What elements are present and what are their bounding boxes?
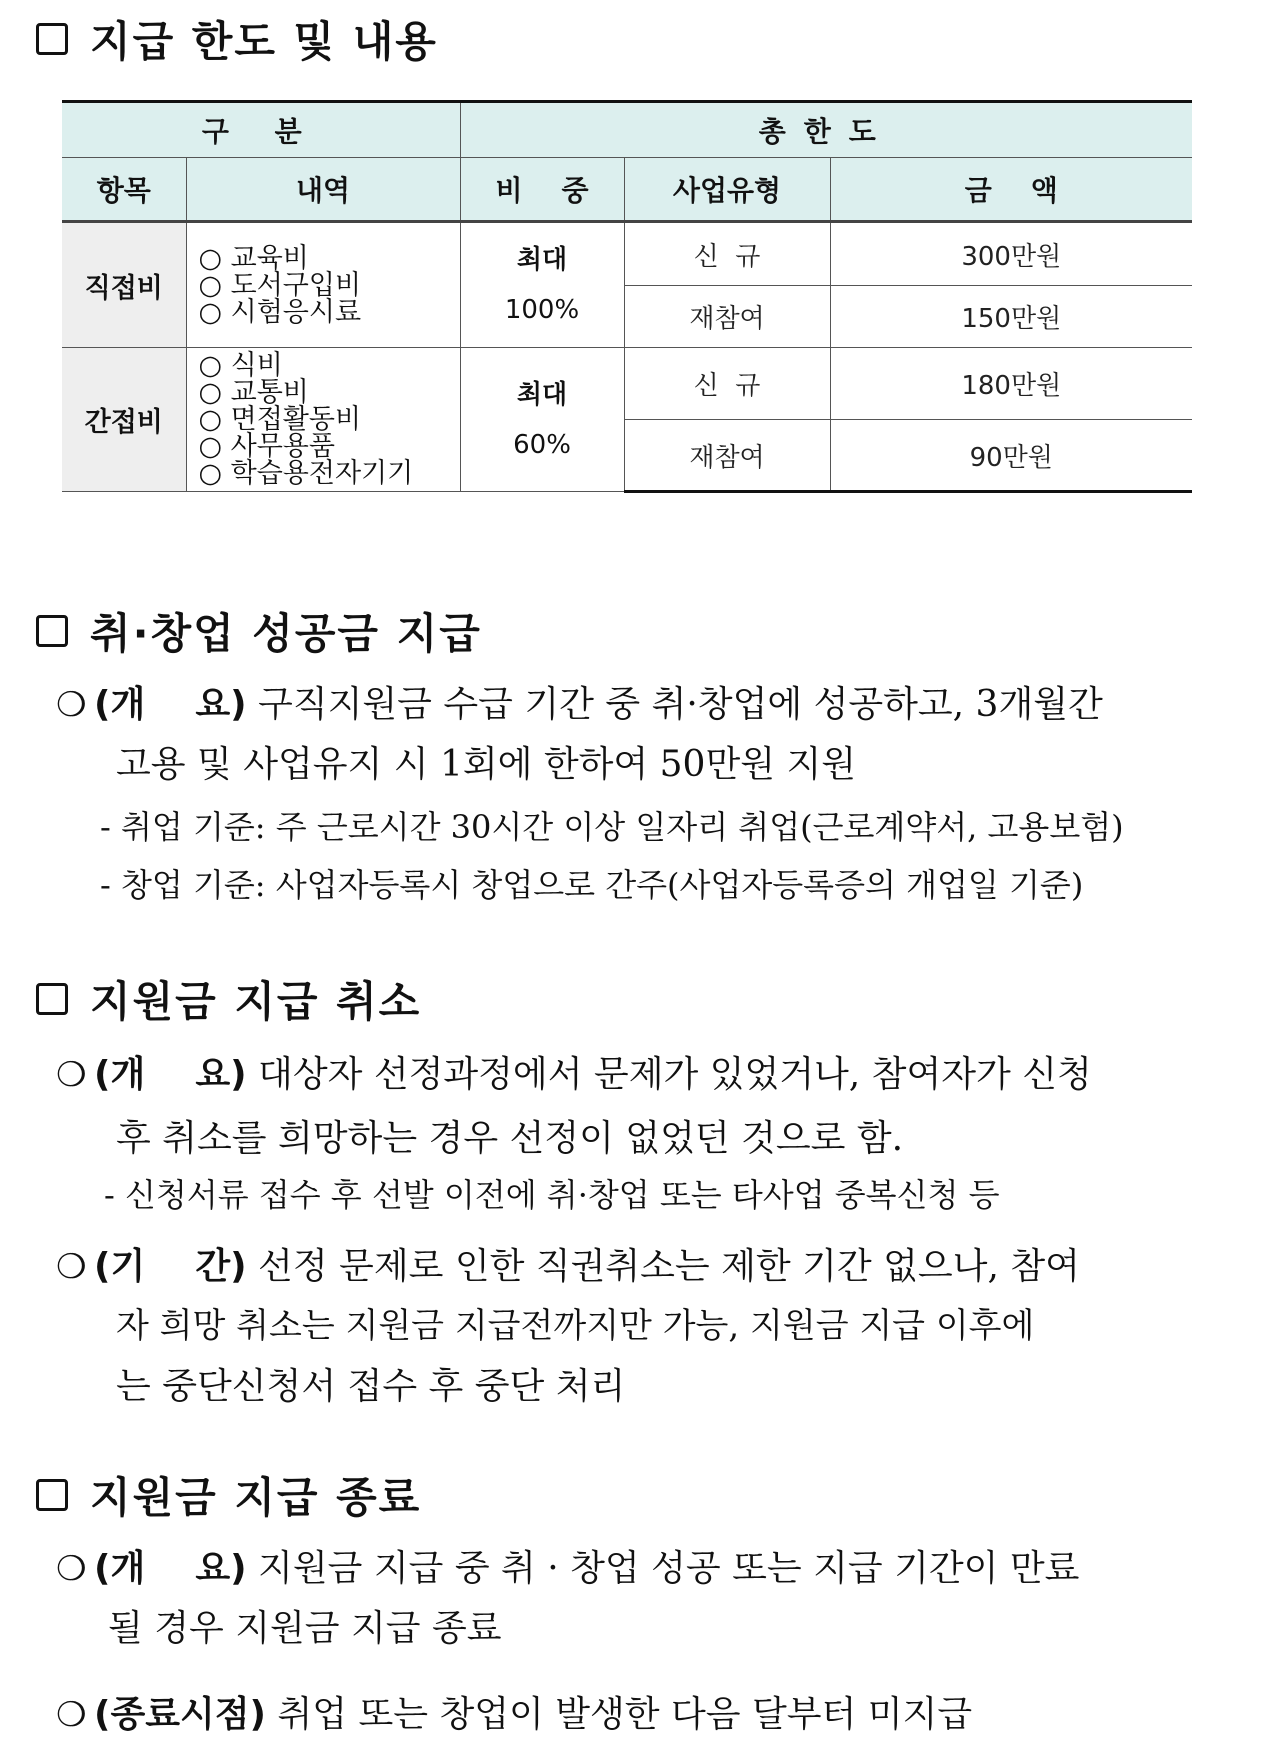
checkbox-square-icon	[36, 23, 68, 55]
section-heading-cancellation	[36, 974, 421, 1024]
table-row	[62, 222, 1192, 286]
overview-line	[56, 1046, 1092, 1097]
overview-label: (개 요)	[94, 1054, 247, 1095]
section-title: 지원금 지급 취소	[90, 977, 422, 1026]
col-header-detail: 내역	[186, 158, 460, 222]
end-point-label: (종료시점)	[94, 1694, 267, 1735]
circle-bullet-icon: ❍	[56, 1055, 87, 1095]
category-indirect: 간접비	[62, 348, 186, 492]
amount-new: 180만원	[830, 348, 1192, 420]
col-header-amount: 금 액	[830, 158, 1192, 222]
payment-limit-table	[62, 100, 1192, 493]
ratio-value: 100%	[504, 295, 580, 325]
type-rejoin: 재참여	[624, 286, 830, 348]
section-heading-termination	[36, 1470, 421, 1520]
overview-line-cont: 될 경우 지원금 지급 종료	[108, 1608, 502, 1649]
header-group-total-limit: 총한도	[460, 102, 1192, 158]
section-title: 취·창업 성공금 지급	[90, 609, 482, 658]
overview-sub: - 신청서류 접수 후 선발 이전에 취·창업 또는 타사업 중복신청 등	[104, 1176, 1000, 1214]
ratio-indirect	[460, 348, 624, 492]
overview-label: (개 요)	[94, 684, 247, 725]
overview-text: 대상자 선정과정에서 문제가 있었거나, 참여자가 신청	[258, 1054, 1092, 1095]
list-item: ○ 면접활동비	[198, 404, 362, 435]
period-line	[56, 1238, 1080, 1289]
checkbox-square-icon	[36, 615, 68, 647]
table-subheader-row	[62, 158, 1192, 222]
col-header-type: 사업유형	[624, 158, 830, 222]
end-point-line	[56, 1686, 972, 1737]
section-title: 지원금 지급 종료	[90, 1473, 422, 1522]
section-heading-success-bonus	[36, 606, 482, 656]
circle-bullet-icon: ❍	[56, 1549, 87, 1589]
overview-line	[56, 676, 1103, 727]
period-line-cont: 자 희망 취소는 지원금 지급전까지만 가능, 지원금 지급 이후에	[116, 1306, 1035, 1346]
overview-text: 지원금 지급 중 취 · 창업 성공 또는 지급 기간이 만료	[258, 1548, 1080, 1589]
list-item: ○ 식비	[198, 350, 283, 381]
checkbox-square-icon	[36, 1479, 68, 1511]
ratio-label: 최대	[516, 379, 568, 410]
section-title: 지급 한도 및 내용	[90, 17, 438, 66]
col-header-item: 항목	[62, 158, 186, 222]
category-direct: 직접비	[62, 222, 186, 348]
ratio-label: 최대	[516, 245, 568, 275]
overview-label: (개 요)	[94, 1548, 247, 1589]
overview-line	[56, 1540, 1079, 1591]
period-line-cont: 는 중단신청서 접수 후 중단 처리	[116, 1366, 626, 1407]
overview-line-cont: 후 취소를 희망하는 경우 선정이 없었던 것으로 함.	[116, 1118, 904, 1159]
circle-bullet-icon: ❍	[56, 1695, 87, 1735]
list-item: ○ 시험응시료	[198, 296, 362, 328]
section-heading-payment-limit	[36, 14, 438, 64]
ratio-value: 60%	[513, 429, 571, 460]
startup-criteria: - 창업 기준: 사업자등록시 창업으로 간주(사업자등록증의 개업일 기준)	[100, 866, 1084, 904]
col-header-ratio: 비 중	[460, 158, 624, 222]
end-point-text: 취업 또는 창업이 발생한 다음 달부터 미지급	[277, 1694, 973, 1735]
type-rejoin: 재참여	[624, 420, 830, 492]
table-header-row	[62, 102, 1192, 158]
direct-items-list	[186, 222, 460, 348]
circle-bullet-icon: ❍	[56, 1247, 87, 1287]
table-row	[62, 348, 1192, 420]
overview-line-cont: 고용 및 사업유지 시 1회에 한하여 50만원 지원	[116, 744, 857, 785]
amount-rejoin: 90만원	[830, 420, 1192, 492]
type-new: 신 규	[624, 348, 830, 420]
list-item: ○ 교통비	[198, 377, 309, 408]
overview-text: 구직지원금 수급 기간 중 취·창업에 성공하고, 3개월간	[258, 684, 1103, 725]
employment-criteria: - 취업 기준: 주 근로시간 30시간 이상 일자리 취업(근로계약서, 고용보험)	[100, 808, 1124, 846]
header-group-category: 구 분	[62, 102, 460, 158]
amount-new: 300만원	[830, 222, 1192, 286]
period-text: 선정 문제로 인한 직권취소는 제한 기간 없으나, 참여	[258, 1246, 1080, 1287]
type-new: 신 규	[624, 222, 830, 286]
circle-bullet-icon: ❍	[56, 685, 87, 725]
ratio-direct	[460, 222, 624, 348]
checkbox-square-icon	[36, 983, 68, 1015]
list-item: ○ 도서구입비	[198, 269, 362, 301]
list-item: ○ 교육비	[198, 242, 309, 274]
indirect-items-list	[186, 348, 460, 492]
list-item: ○ 학습용전자기기	[198, 458, 414, 489]
period-label: (기 간)	[94, 1246, 247, 1287]
amount-rejoin: 150만원	[830, 286, 1192, 348]
list-item: ○ 사무용품	[198, 431, 335, 462]
